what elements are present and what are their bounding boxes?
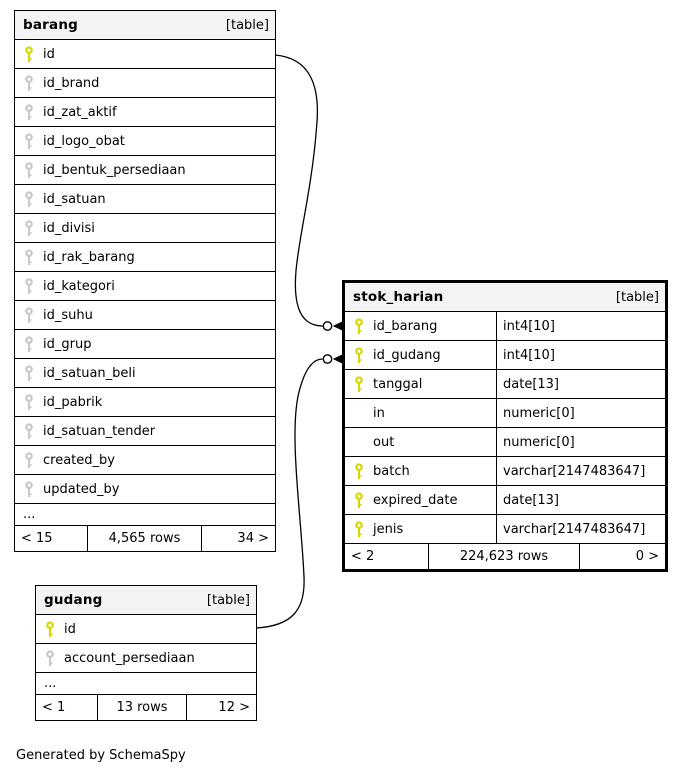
column-name: id — [64, 621, 76, 637]
truncated-columns-indicator: ... — [36, 673, 256, 695]
column-name: id_pabrik — [43, 394, 103, 410]
column-name: id_grup — [43, 336, 92, 352]
foreign-key-icon — [24, 220, 34, 237]
table-gudang-footer — [36, 695, 256, 720]
column-name-cell — [15, 417, 275, 445]
column-row-id_satuan_beli[interactable] — [15, 359, 275, 388]
table-gudang — [35, 585, 257, 721]
column-row-id_pabrik[interactable] — [15, 388, 275, 417]
foreign-key-icon — [24, 452, 34, 469]
table-barang-header[interactable] — [15, 11, 275, 40]
column-row-id_kategori[interactable] — [15, 272, 275, 301]
column-row-created_by[interactable] — [15, 446, 275, 475]
column-name-cell — [15, 388, 275, 416]
foreign-key-icon — [45, 650, 55, 667]
table-stok_harian — [342, 280, 668, 572]
hidden-children-count: 34 > — [201, 526, 275, 551]
primary-key-icon — [354, 347, 364, 364]
foreign-key-icon — [24, 307, 34, 324]
column-name: id_kategori — [43, 278, 115, 294]
column-name-cell — [15, 243, 275, 271]
foreign-key-icon — [24, 162, 34, 179]
column-name: account_persediaan — [64, 650, 195, 666]
column-name-cell — [345, 312, 497, 340]
column-name-cell — [15, 214, 275, 242]
table-stok_harian-footer — [345, 544, 665, 569]
column-row-updated_by[interactable] — [15, 475, 275, 504]
column-name: jenis — [373, 521, 404, 537]
foreign-key-icon — [24, 249, 34, 266]
column-type: numeric[0] — [503, 434, 575, 450]
hidden-children-count: 0 > — [579, 544, 665, 569]
row-count: 4,565 rows — [108, 531, 181, 546]
column-name: updated_by — [43, 481, 120, 497]
column-row-in[interactable] — [345, 399, 665, 428]
column-row-account_persediaan[interactable] — [36, 644, 256, 673]
column-row-id_satuan[interactable] — [15, 185, 275, 214]
column-name: id_gudang — [373, 347, 441, 363]
column-name: id_barang — [373, 318, 438, 334]
column-name-cell — [15, 185, 275, 213]
column-row-id_suhu[interactable] — [15, 301, 275, 330]
foreign-key-icon — [24, 423, 34, 440]
column-row-id_zat_aktif[interactable] — [15, 98, 275, 127]
column-name: out — [373, 434, 395, 450]
column-type: date[13] — [503, 492, 559, 508]
column-type: date[13] — [503, 376, 559, 392]
table-stok_harian-header[interactable] — [345, 283, 665, 312]
column-name-cell — [15, 301, 275, 329]
column-name-cell — [36, 615, 256, 643]
column-name-cell — [345, 515, 497, 543]
column-name: id_suhu — [43, 307, 93, 323]
column-row-id_bentuk_persediaan[interactable] — [15, 156, 275, 185]
column-name-cell — [345, 428, 497, 456]
table-gudang-columns — [36, 615, 256, 673]
primary-key-icon — [354, 521, 364, 538]
foreign-key-icon — [24, 191, 34, 208]
table-name[interactable]: gudang — [44, 592, 103, 608]
column-type: numeric[0] — [503, 405, 575, 421]
column-name-cell — [15, 127, 275, 155]
table-barang-footer — [15, 526, 275, 551]
zero-cardinality-marker — [323, 355, 331, 363]
column-type: varchar[2147483647] — [503, 463, 646, 479]
column-name: tanggal — [373, 376, 423, 392]
column-row-out[interactable] — [345, 428, 665, 457]
primary-key-icon — [354, 492, 364, 509]
hidden-parents-count: < 2 — [345, 544, 429, 569]
primary-key-icon — [354, 376, 364, 393]
column-name-cell — [15, 98, 275, 126]
column-row-expired_date[interactable] — [345, 486, 665, 515]
table-barang-columns — [15, 40, 275, 504]
column-row-id_barang[interactable] — [345, 312, 665, 341]
column-row-id[interactable] — [36, 615, 256, 644]
column-row-id_brand[interactable] — [15, 69, 275, 98]
column-name-cell — [15, 359, 275, 387]
column-row-id_gudang[interactable] — [345, 341, 665, 370]
table-type-badge: [table] — [225, 17, 269, 33]
primary-key-icon — [24, 46, 34, 63]
column-name: id_satuan_tender — [43, 423, 156, 439]
column-name-cell — [36, 644, 256, 672]
foreign-key-icon — [24, 133, 34, 150]
table-type-badge: [table] — [206, 592, 250, 608]
table-barang — [14, 10, 276, 552]
table-name[interactable]: barang — [23, 17, 79, 33]
foreign-key-icon — [24, 278, 34, 295]
column-name-cell — [345, 370, 497, 398]
hidden-parents-count: < 1 — [36, 695, 98, 720]
column-name: in — [373, 405, 385, 421]
column-name: id_satuan_beli — [43, 365, 136, 381]
table-stok_harian-columns — [345, 312, 665, 544]
column-row-id_logo_obat[interactable] — [15, 127, 275, 156]
column-row-id[interactable] — [15, 40, 275, 69]
column-name-cell — [345, 399, 497, 427]
primary-key-icon — [354, 463, 364, 480]
foreign-key-icon — [24, 104, 34, 121]
column-name-cell — [15, 40, 275, 68]
column-name-cell — [15, 272, 275, 300]
column-name-cell — [15, 156, 275, 184]
table-name[interactable]: stok_harian — [353, 289, 444, 305]
column-row-id_satuan_tender[interactable] — [15, 417, 275, 446]
column-name: id_rak_barang — [43, 249, 135, 265]
table-gudang-header[interactable] — [36, 586, 256, 615]
column-name-cell — [15, 69, 275, 97]
column-name: created_by — [43, 452, 115, 468]
column-row-id_rak_barang[interactable] — [15, 243, 275, 272]
column-name: id — [43, 46, 55, 62]
column-type: int4[10] — [503, 318, 555, 334]
hidden-children-count: 12 > — [186, 695, 256, 720]
hidden-parents-count: < 15 — [15, 526, 88, 551]
primary-key-icon — [354, 318, 364, 335]
foreign-key-icon — [24, 336, 34, 353]
column-name: id_zat_aktif — [43, 104, 117, 120]
foreign-key-icon — [24, 365, 34, 382]
relationship-barang-id-to-stok_harian-id_barang — [275, 55, 344, 331]
column-row-jenis[interactable] — [345, 515, 665, 544]
column-type: varchar[2147483647] — [503, 521, 646, 537]
column-name: id_bentuk_persediaan — [43, 162, 186, 178]
column-name-cell — [15, 446, 275, 474]
row-count: 13 rows — [116, 700, 168, 715]
column-row-batch[interactable] — [345, 457, 665, 486]
foreign-key-icon — [24, 394, 34, 411]
column-row-id_grup[interactable] — [15, 330, 275, 359]
column-name: id_brand — [43, 75, 100, 91]
column-name-cell — [345, 457, 497, 485]
column-name: id_divisi — [43, 220, 95, 236]
column-row-id_divisi[interactable] — [15, 214, 275, 243]
column-name: id_satuan — [43, 191, 106, 207]
column-name: batch — [373, 463, 410, 479]
truncated-columns-indicator: ... — [15, 504, 275, 526]
table-type-badge: [table] — [615, 289, 659, 305]
column-name-cell — [345, 486, 497, 514]
column-row-tanggal[interactable] — [345, 370, 665, 399]
column-name-cell — [15, 330, 275, 358]
zero-cardinality-marker — [323, 322, 331, 330]
column-name-cell — [345, 341, 497, 369]
generator-credit: Generated by SchemaSpy — [16, 748, 186, 763]
foreign-key-icon — [24, 481, 34, 498]
foreign-key-icon — [24, 75, 34, 92]
primary-key-icon — [45, 621, 55, 638]
row-count: 224,623 rows — [459, 549, 549, 564]
column-name: id_logo_obat — [43, 133, 125, 149]
column-type: int4[10] — [503, 347, 555, 363]
column-name-cell — [15, 475, 275, 503]
column-name: expired_date — [373, 492, 458, 508]
